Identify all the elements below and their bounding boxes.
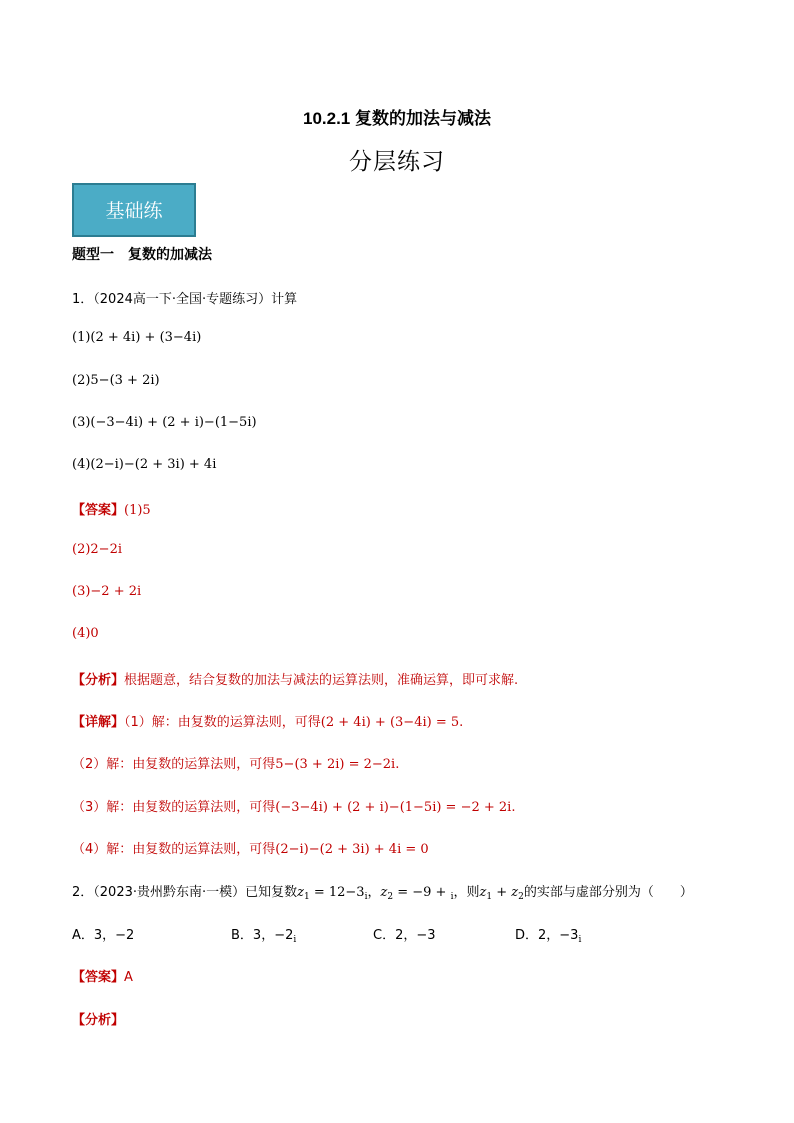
question-2-stem-start: 2．（2023·贵州黔东南·一模）已知复数 — [72, 885, 298, 900]
detail-prefix-3: （3）解：由复数的运算法则，可得 — [72, 800, 276, 815]
z1-expression — [297, 885, 367, 900]
question-2-stem-mid: ，则 — [453, 885, 480, 900]
question-1-part-4: (4)(2−i)−(2 + 3i) + 4i — [72, 457, 217, 472]
question-2-analysis-row — [72, 1009, 124, 1028]
answer-4: (4)0 — [72, 626, 99, 641]
option-c-label: C．2，−3 — [373, 928, 436, 943]
z2-subscript: 2 — [387, 892, 394, 902]
option-b-label: B．3，−2 — [231, 928, 294, 943]
option-b[interactable] — [231, 924, 296, 945]
z1-subscript: 1 — [303, 892, 310, 902]
z2-expression — [381, 885, 454, 900]
detail-prefix-4: （4）解：由复数的运算法则，可得 — [72, 842, 276, 857]
separator: ， — [367, 885, 381, 900]
q2-answer-label: 【答案】 — [72, 970, 125, 985]
level-badge — [72, 183, 196, 237]
option-c[interactable] — [373, 924, 436, 943]
analysis-text: 根据题意，结合复数的加法与减法的运算法则，准确运算，即可求解. — [124, 673, 519, 688]
question-1-analysis — [72, 669, 518, 688]
question-2-answer-row — [72, 966, 133, 985]
answer-2: (2)2−2i — [72, 542, 123, 557]
question-1-answer-row — [72, 499, 151, 518]
answer-1: (1)5 — [124, 503, 151, 518]
option-a-label: A．3，−2 — [72, 928, 135, 943]
z1-value: = 12−3 — [309, 885, 365, 900]
question-2-stem-end: 的实部与虚部分别为（ ） — [523, 885, 693, 900]
answer-label: 【答案】 — [72, 503, 125, 518]
section-heading: 题型一 复数的加减法 — [72, 247, 212, 263]
detail-math-3: (−3−4i) + (2 + i)−(1−5i) = −2 + 2i. — [275, 800, 516, 815]
z2-variable: z — [380, 885, 388, 900]
detail-row-4 — [72, 838, 429, 857]
z1-imag-unit: i — [364, 892, 368, 902]
option-b-imag-unit: i — [293, 935, 297, 945]
analysis-label: 【分析】 — [72, 673, 125, 688]
level-badge-label: 基础练 — [105, 200, 163, 222]
z2-imag-unit: i — [450, 892, 454, 902]
page-subtitle: 分层练习 — [349, 149, 445, 175]
question-2-stem — [72, 881, 693, 902]
z1-variable: z — [297, 885, 304, 900]
sum-expression — [479, 885, 523, 900]
sum-second-subscript: 2 — [518, 892, 524, 902]
option-d[interactable] — [515, 924, 581, 945]
detail-math-1: (2 + 4i) + (3−4i) = 5. — [320, 715, 464, 730]
sum-plus: + — [492, 885, 512, 900]
q2-answer: A — [124, 970, 133, 985]
sum-first-variable: z — [479, 885, 487, 900]
q2-analysis-label: 【分析】 — [72, 1013, 125, 1028]
option-d-imag-unit: i — [578, 935, 582, 945]
question-1-stem: 1．（2024高一下·全国·专题练习）计算 — [72, 292, 298, 307]
option-d-label: D．2，−3 — [515, 928, 579, 943]
question-1-part-2: (2)5−(3 + 2i) — [72, 373, 160, 388]
question-1-part-1: (1)(2 + 4i) + (3−4i) — [72, 330, 202, 345]
option-a[interactable] — [72, 924, 134, 943]
sum-second-variable: z — [511, 885, 519, 900]
page-title: 10.2.1 复数的加法与减法 — [303, 109, 491, 128]
detail-row-3 — [72, 796, 515, 815]
detail-row-2 — [72, 753, 399, 772]
detail-math-2: 5−(3 + 2i) = 2−2i. — [275, 757, 400, 772]
detail-prefix-2: （2）解：由复数的运算法则，可得 — [72, 757, 276, 772]
z2-value: = −9 + — [393, 885, 451, 900]
detail-row-1 — [72, 711, 463, 730]
detail-math-4: (2−i)−(2 + 3i) + 4i = 0 — [275, 842, 429, 857]
sum-first-subscript: 1 — [486, 892, 493, 902]
detail-label: 【详解】 — [72, 715, 125, 730]
answer-3: (3)−2 + 2i — [72, 584, 142, 599]
question-1-part-3: (3)(−3−4i) + (2 + i)−(1−5i) — [72, 415, 257, 430]
detail-prefix-1: （1）解：由复数的运算法则，可得 — [124, 715, 321, 730]
